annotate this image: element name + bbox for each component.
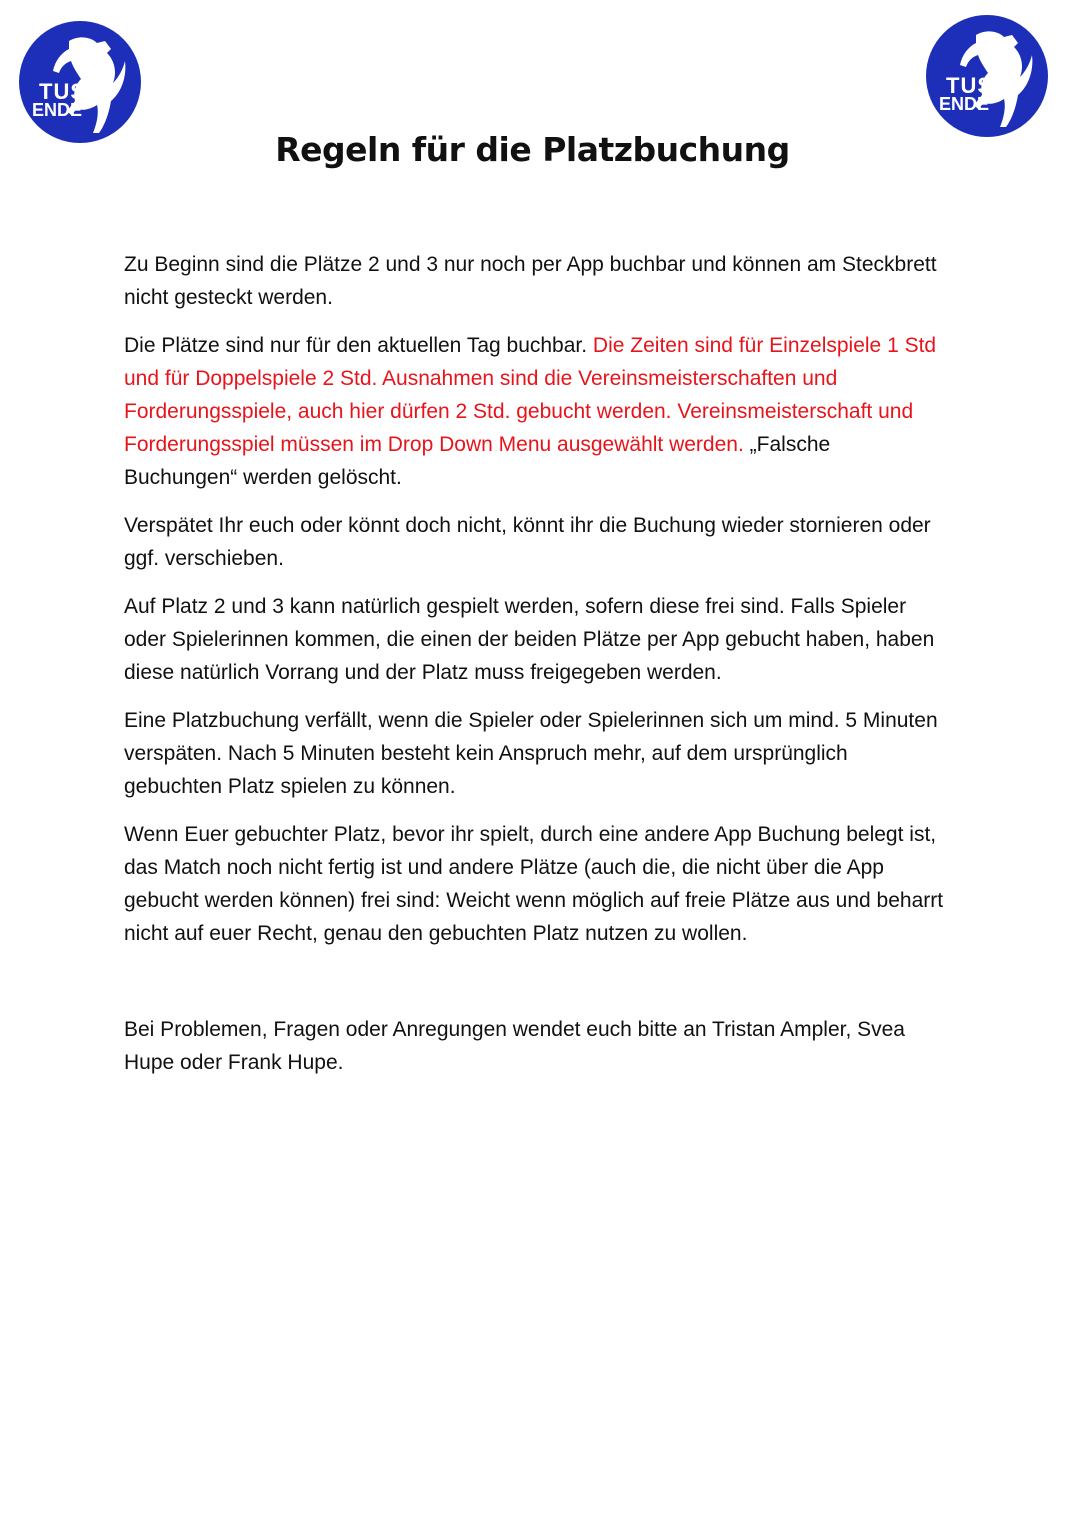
page-title: Regeln für die Platzbuchung: [275, 130, 790, 169]
rule-paragraph-6: Wenn Euer gebuchter Platz, bevor ihr spielt, durch eine andere App Buchung belegt ist, das Match noch nicht fertig ist und andere Plätze (auch die, die nicht über die App gebucht werden können) frei sind: Weicht wenn möglich auf freie Plätze aus und beharrt nicht auf euer Recht, genau den gebuchten Platz nutzen zu wollen.: [124, 823, 944, 945]
logo-text-ende: ENDE: [939, 94, 990, 114]
rule-2-intro: Die Plätze sind nur für den aktuellen Tag buchbar.: [124, 334, 593, 357]
logo-text-ende: ENDE: [32, 100, 83, 120]
logo-text-tus: TUS: [946, 73, 993, 98]
contact-paragraph: Bei Problemen, Fragen oder Anregungen wendet euch bitte an Tristan Ampler, Svea Hupe oder Frank Hupe.: [124, 1018, 905, 1074]
logo-text-tus: TUS: [39, 79, 86, 104]
rule-paragraph-3: Verspätet Ihr euch oder könnt doch nicht, könnt ihr die Buchung wieder stornieren oder ggf. verschieben.: [124, 514, 931, 570]
rule-paragraph-5: Eine Platzbuchung verfällt, wenn die Spieler oder Spielerinnen sich um mind. 5 Minuten verspäten. Nach 5 Minuten besteht kein Anspruch mehr, auf dem ursprünglich gebuchten Platz spielen zu können.: [124, 709, 938, 798]
club-logo-right: [926, 15, 1048, 137]
rule-paragraph-1: Zu Beginn sind die Plätze 2 und 3 nur noch per App buchbar und können am Steckbrett nicht gesteckt werden.: [124, 253, 937, 309]
rules-body: [124, 248, 944, 1094]
rule-2-outro: „Falsche Buchungen“ werden gelöscht.: [124, 433, 831, 489]
club-logo-left: [19, 21, 141, 143]
rule-paragraph-2: [124, 329, 944, 494]
rule-paragraph-4: Auf Platz 2 und 3 kann natürlich gespielt werden, sofern diese frei sind. Falls Spieler oder Spielerinnen kommen, die einen der beiden Plätze per App gebucht haben, haben diese natürlich Vorrang und der Platz muss freigegeben werden.: [124, 595, 935, 684]
rule-2-highlight: Die Zeiten sind für Einzelspiele 1 Std und für Doppelspiele 2 Std. Ausnahmen sind die Vereinsmeisterschaften und Forderungsspiele, auch hier dürfen 2 Std. gebucht werden. Vereinsmeisterschaft und Forderungsspiel müssen im Drop Down Menu ausgewählt werden.: [124, 334, 937, 456]
